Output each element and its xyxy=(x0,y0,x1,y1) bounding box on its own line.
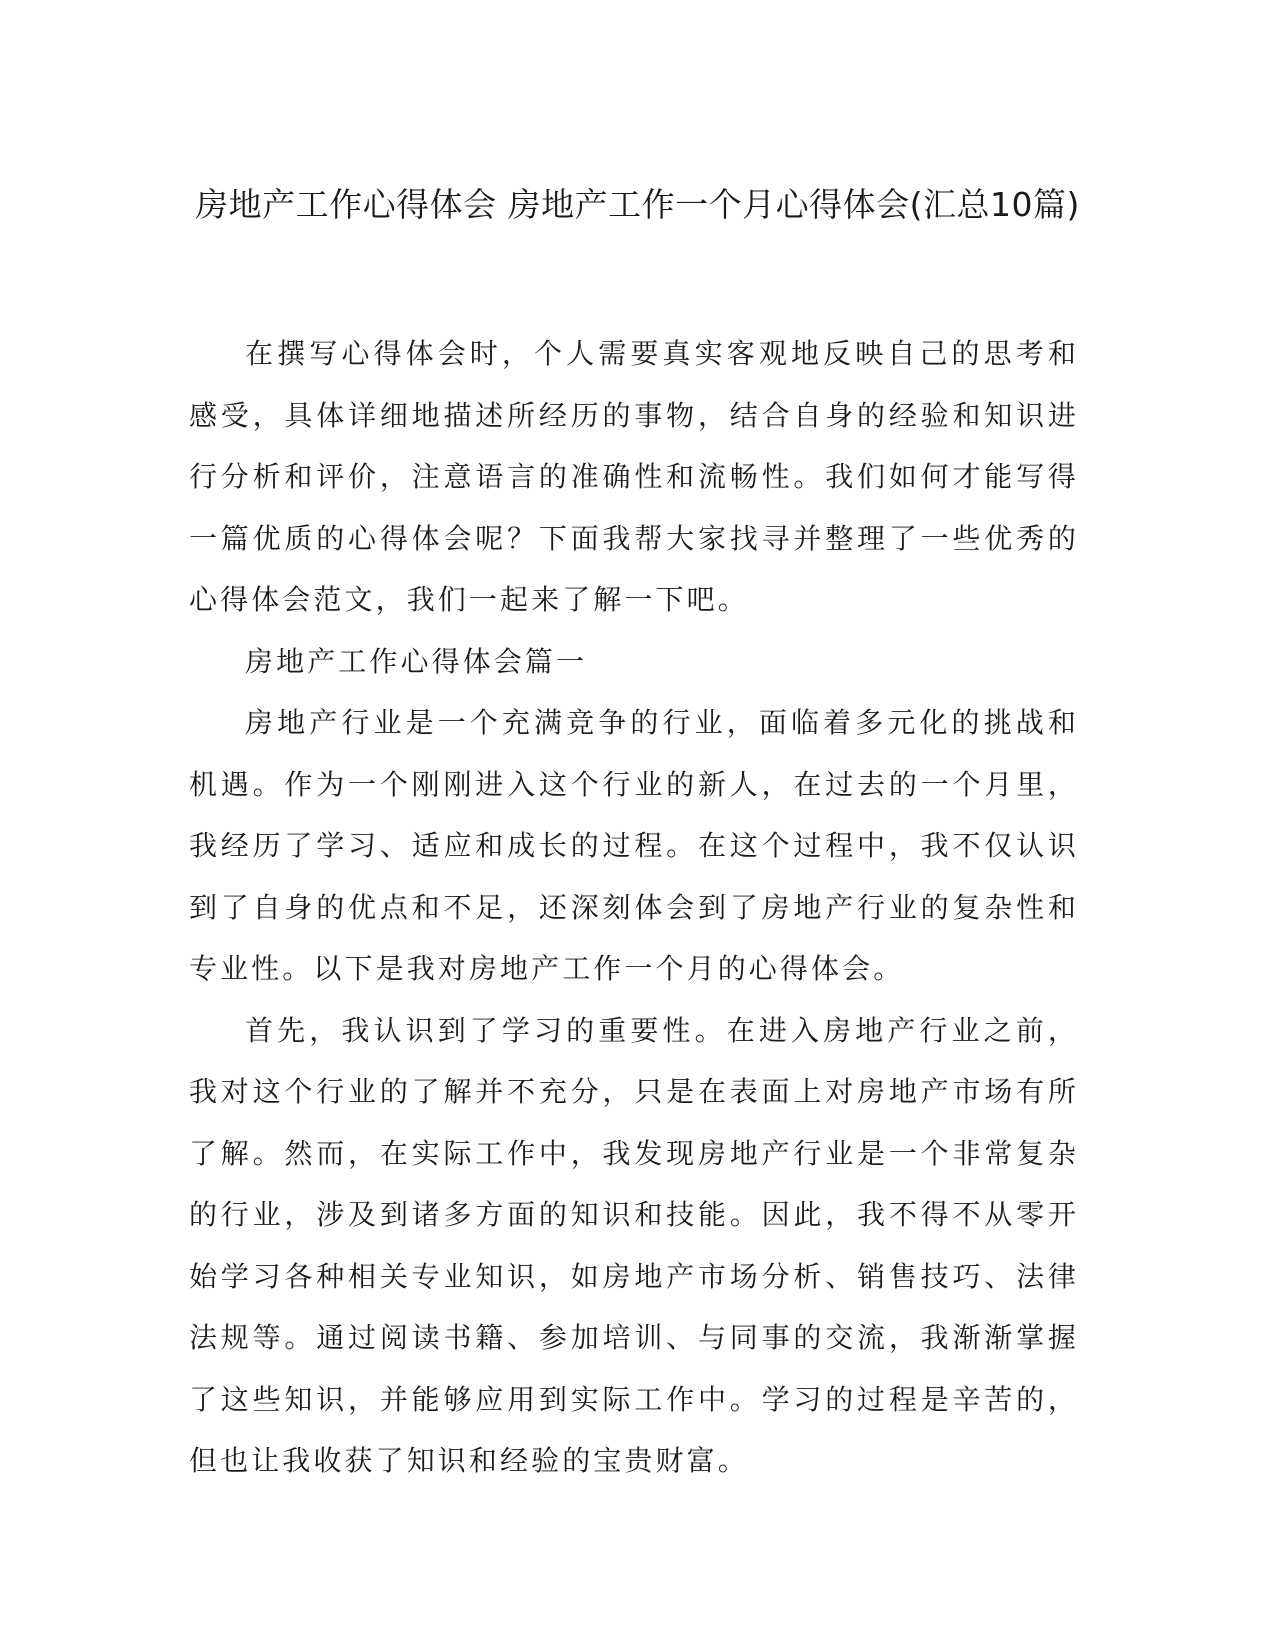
paragraph-intro: 在撰写心得体会时，个人需要真实客观地反映自己的思考和感受，具体详细地描述所经历的事物，结合自身的经验和知识进行分析和评价，注意语言的准确性和流畅性。我们如何才能写得一篇优质的心得体会呢？下面我帮大家找寻并整理了一些优秀的心得体会范文，我们一起来了解一下吧。 xyxy=(189,337,1079,616)
paragraph-learning: 首先，我认识到了学习的重要性。在进入房地产行业之前，我对这个行业的了解并不充分，只是在表面上对房地产市场有所了解。然而，在实际工作中，我发现房地产行业是一个非常复杂的行业，涉及到诸多方面的知识和技能。因此，我不得不从零开始学习各种相关专业知识，如房地产市场分析、销售技巧、法律法规等。通过阅读书籍、参加培训、与同事的交流，我渐渐掌握了这些知识，并能够应用到实际工作中。学习的过程是辛苦的，但也让我收获了知识和经验的宝贵财富。 xyxy=(189,1013,1079,1477)
paragraph-overview: 房地产行业是一个充满竞争的行业，面临着多元化的挑战和机遇。作为一个刚刚进入这个行业的新人，在过去的一个月里，我经历了学习、适应和成长的过程。在这个过程中，我不仅认识到了自身的优点和不足，还深刻体会到了房地产行业的复杂性和专业性。以下是我对房地产工作一个月的心得体会。 xyxy=(189,706,1079,985)
section-heading: 房地产工作心得体会篇一 xyxy=(245,644,588,678)
document-body xyxy=(189,323,1079,1492)
document-title: 房地产工作心得体会 房地产工作一个月心得体会(汇总10篇) xyxy=(195,185,1080,224)
